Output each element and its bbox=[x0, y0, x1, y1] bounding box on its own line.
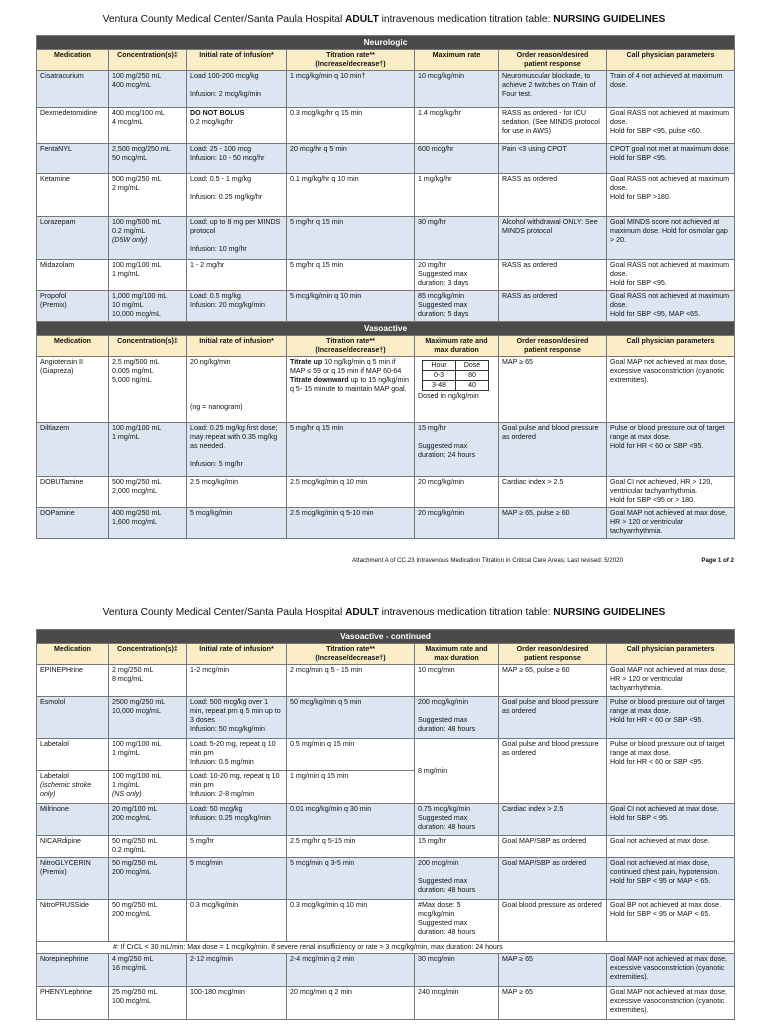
cell-max-rate: 85 mcg/kg/min Suggested max duration: 5 days bbox=[415, 291, 499, 322]
cell-concentration: 100 mg/100 mL 1 mg/mL bbox=[109, 423, 187, 477]
table-row bbox=[37, 144, 735, 174]
cell-order-reason: Neuromuscular blockade, to achieve 2 twitches on Train of Four test. bbox=[499, 71, 607, 108]
titrate-down-label: Titrate downward bbox=[290, 376, 349, 384]
col-max-rate-duration: Maximum rate and max duration bbox=[415, 644, 499, 665]
table-row bbox=[37, 71, 735, 108]
col-concentration: Concentration(s)‡ bbox=[109, 336, 187, 357]
cell-order-reason: Alcohol withdrawal ONLY: See MINDS protocol bbox=[499, 217, 607, 260]
cell-titration-rate: 2-4 mcg/min q 2 min bbox=[287, 954, 415, 987]
cell-call-physician: Goal MAP not achieved at max dose, HR > 120 or ventricular tachyarrhythmia. bbox=[607, 508, 735, 539]
cell-medication: NitroGLYCERIN (Premix) bbox=[37, 858, 109, 900]
cell-initial-rate: Load: 0.25 mg/kg first dose; may repeat with 0.35 mg/kg as needed. Infusion: 5 mg/hr bbox=[187, 423, 287, 477]
cell-max-rate: 30 mcg/min bbox=[415, 954, 499, 987]
cell-medication: Milrinone bbox=[37, 804, 109, 836]
col-medication: Medication bbox=[37, 644, 109, 665]
cell-concentration: 50 mg/250 mL 200 mcg/mL bbox=[109, 858, 187, 900]
document-title: Ventura County Medical Center/Santa Paula Hospital ADULT intravenous medication titration table: NURSING GUIDELINES bbox=[102, 607, 666, 618]
titration-table-page-1 bbox=[36, 35, 735, 539]
cell-medication: EPINEPHrine bbox=[37, 665, 109, 697]
cell-call-physician: Goal MAP not achieved at max dose, excessive vasoconstriction (cyanotic extremities). bbox=[607, 357, 735, 423]
cell-medication bbox=[37, 771, 109, 804]
cell-titration-rate: 5 mg/hr q 15 min bbox=[287, 423, 415, 477]
col-max-rate-duration: Maximum rate and max duration bbox=[415, 336, 499, 357]
cell-medication: Lorazepam bbox=[37, 217, 109, 260]
dose-hour: 3-48 bbox=[423, 381, 456, 391]
table-row bbox=[37, 804, 735, 836]
dose-header-dose: Dose bbox=[456, 361, 489, 371]
cell-order-reason: Goal blood pressure as ordered bbox=[499, 900, 607, 942]
cell-concentration: 25 mg/250 mL 100 mcg/mL bbox=[109, 987, 187, 1020]
cell-max-rate: 1.4 mcg/kg/hr bbox=[415, 108, 499, 144]
dose-unit-note: Dosed in ng/kg/min bbox=[418, 392, 479, 400]
table-row bbox=[37, 108, 735, 144]
cell-max-rate: 20 mg/hr Suggested max duration: 3 days bbox=[415, 260, 499, 291]
cell-order-reason: MAP ≥ 65 bbox=[499, 357, 607, 423]
hour-dose-table bbox=[422, 360, 489, 391]
cell-titration-rate: 0.5 mg/min q 15 min bbox=[287, 739, 415, 771]
diluent-note: (NS only) bbox=[112, 790, 142, 798]
table-row bbox=[37, 217, 735, 260]
cell-concentration: 400 mg/250 mL 1,600 mcg/mL bbox=[109, 508, 187, 539]
table-row bbox=[37, 291, 735, 322]
cell-medication: Ketamine bbox=[37, 174, 109, 217]
indication-note: (ischemic stroke only) bbox=[40, 781, 92, 798]
cell-max-rate: 20 mcg/kg/min bbox=[415, 508, 499, 539]
cell-titration-rate: 5 mg/hr q 15 min bbox=[287, 260, 415, 291]
footer-attachment: Attachment A of CC.23 Intravenous Medication Titration in Critical Care Areas; Last revised: 5/2020 bbox=[352, 557, 624, 564]
cell-order-reason: MAP ≥ 65, pulse ≥ 60 bbox=[499, 508, 607, 539]
cell-initial-rate: Load: 0.5 mg/kg Infusion: 20 mcg/kg/min bbox=[187, 291, 287, 322]
table-row bbox=[37, 836, 735, 858]
cell-concentration: 100 mg/250 mL 400 mcg/mL bbox=[109, 71, 187, 108]
table-row bbox=[37, 477, 735, 508]
cell-call-physician: Goal RASS not achieved at maximum dose. Hold for SBP <95. bbox=[607, 260, 735, 291]
cell-medication: Midazolam bbox=[37, 260, 109, 291]
col-initial-rate: Initial rate of infusion* bbox=[187, 644, 287, 665]
col-initial-rate: Initial rate of infusion* bbox=[187, 336, 287, 357]
cell-max-rate: #Max dose: 5 mcg/kg/min Suggested max duration: 48 hours bbox=[415, 900, 499, 942]
col-titration-rate: Titration rate** (Increase/decrease†) bbox=[287, 644, 415, 665]
column-header-row bbox=[37, 50, 735, 71]
cell-titration-rate: 2 mcg/min q 5 - 15 min bbox=[287, 665, 415, 697]
cell-concentration: 50 mg/250 mL 200 mcg/mL bbox=[109, 900, 187, 942]
col-order-reason: Order reason/desired patient response bbox=[499, 644, 607, 665]
cell-call-physician: Goal MAP not achieved at max dose, excessive vasoconstriction (cyanotic extremities). bbox=[607, 954, 735, 987]
cell-initial-rate: Load: 5-20 mg, repeat q 10 min prn Infusion: 0.5 mg/min bbox=[187, 739, 287, 771]
cell-medication: FentaNYL bbox=[37, 144, 109, 174]
col-call-physician: Call physician parameters bbox=[607, 336, 735, 357]
table-row bbox=[37, 858, 735, 900]
cell-concentration: 400 mcg/100 mL 4 mcg/mL bbox=[109, 108, 187, 144]
cell-initial-rate: 5 mcg/min bbox=[187, 858, 287, 900]
cell-medication: NICARdipine bbox=[37, 836, 109, 858]
cell-concentration: 2.5 mg/500 mL 0.005 mg/mL 5,000 ng/mL bbox=[109, 357, 187, 423]
cell-call-physician: Pulse or blood pressure out of target range at max dose. Hold for HR < 60 or SBP <95. bbox=[607, 423, 735, 477]
cell-initial-rate bbox=[187, 357, 287, 423]
cell-concentration: 50 mg/250 mL 0.2 mg/mL bbox=[109, 836, 187, 858]
col-titration-rate: Titration rate** (Increase/decrease†) bbox=[287, 50, 415, 71]
cell-order-reason: Cardiac index > 2.5 bbox=[499, 477, 607, 508]
page-number: Page 1 of 2 bbox=[701, 557, 734, 564]
cell-max-rate bbox=[415, 357, 499, 423]
cell-max-rate: 10 mcg/min bbox=[415, 665, 499, 697]
titrate-up-text: 10 ng/kg/min q 5 min if MAP ≤ 59 or q 15 min if MAP 60-64 bbox=[290, 358, 402, 375]
cell-max-rate: 240 mcg/min bbox=[415, 987, 499, 1020]
cell-concentration bbox=[109, 771, 187, 804]
cell-medication: Diltiazem bbox=[37, 423, 109, 477]
cell-titration-rate: 1 mcg/kg/min q 10 min† bbox=[287, 71, 415, 108]
cell-order-reason: Goal pulse and blood pressure as ordered bbox=[499, 423, 607, 477]
col-call-physician: Call physician parameters bbox=[607, 50, 735, 71]
cell-medication: Labetalol bbox=[37, 739, 109, 771]
column-header-row bbox=[37, 644, 735, 665]
dose-hour: 0-3 bbox=[423, 371, 456, 381]
cell-max-rate: 200 mcg/kg/min Suggested max duration: 48 hours bbox=[415, 697, 499, 739]
cell-initial-rate: Load: 10-20 mg, repeat q 10 min prn Infusion: 2-8 mg/min bbox=[187, 771, 287, 804]
cell-initial-rate: 0.3 mcg/kg/min bbox=[187, 900, 287, 942]
cell-order-reason: Cardiac index > 2.5 bbox=[499, 804, 607, 836]
cell-call-physician: Pulse or blood pressure out of target range at max dose. Hold for HR < 60 or SBP <95. bbox=[607, 739, 735, 804]
cell-initial-rate: Load 100-200 mcg/kg Infusion: 2 mcg/kg/min bbox=[187, 71, 287, 108]
cell-medication: Norepinephrine bbox=[37, 954, 109, 987]
col-concentration: Concentration(s)‡ bbox=[109, 50, 187, 71]
section-header-neurologic: Neurologic bbox=[37, 36, 735, 50]
cell-concentration: 500 mg/250 mL 2,000 mcg/mL bbox=[109, 477, 187, 508]
cell-initial-rate bbox=[187, 108, 287, 144]
table-row bbox=[37, 987, 735, 1020]
cell-medication: PHENYLephrine bbox=[37, 987, 109, 1020]
document-title: Ventura County Medical Center/Santa Paula Hospital ADULT intravenous medication titration table: NURSING GUIDELINES bbox=[102, 14, 666, 25]
table-row bbox=[37, 357, 735, 423]
table-row bbox=[37, 665, 735, 697]
cell-max-rate: 15 mg/hr Suggested max duration: 24 hours bbox=[415, 423, 499, 477]
cell-concentration bbox=[109, 217, 187, 260]
cell-call-physician: Goal CI not achieved at max dose. Hold for SBP < 95. bbox=[607, 804, 735, 836]
cell-medication: Esmolol bbox=[37, 697, 109, 739]
col-medication: Medication bbox=[37, 50, 109, 71]
cell-max-rate: 200 mcg/min Suggested max duration: 48 hours bbox=[415, 858, 499, 900]
cell-call-physician: Train of 4 not achieved at maximum dose. bbox=[607, 71, 735, 108]
cell-max-rate: 600 mcg/hr bbox=[415, 144, 499, 174]
cell-call-physician: Goal RASS not achieved at maximum dose. Hold for SBP <95, MAP <65. bbox=[607, 291, 735, 322]
cell-concentration: 100 mg/100 mL 1 mg/mL bbox=[109, 739, 187, 771]
cell-titration-rate: 50 mcg/kg/min q 5 min bbox=[287, 697, 415, 739]
cell-order-reason: Goal MAP/SBP as ordered bbox=[499, 836, 607, 858]
medication-name: Labetalol bbox=[40, 772, 69, 780]
cell-order-reason: RASS as ordered bbox=[499, 260, 607, 291]
cell-initial-rate: 1 - 2 mg/hr bbox=[187, 260, 287, 291]
cell-medication: DOBUTamine bbox=[37, 477, 109, 508]
col-medication: Medication bbox=[37, 336, 109, 357]
cell-initial-rate: 100-180 mcg/min bbox=[187, 987, 287, 1020]
cell-call-physician: Goal MINDS score not achieved at maximum dose. Hold for osmolar gap > 20. bbox=[607, 217, 735, 260]
nitroprusside-footnote: #: If CrCL < 30 mL/min: Max dose = 1 mcg/kg/min. If severe renal insufficiency or rate > 3 mcg/kg/min, max duration: 24 hours bbox=[37, 942, 735, 954]
cell-order-reason: MAP ≥ 65 bbox=[499, 954, 607, 987]
cell-call-physician: Pulse or blood pressure out of target range at max dose. Hold for HR < 60 or SBP <95. bbox=[607, 697, 735, 739]
cell-order-reason: MAP ≥ 65, pulse ≥ 60 bbox=[499, 665, 607, 697]
cell-order-reason: Goal pulse and blood pressure as ordered bbox=[499, 739, 607, 804]
cell-call-physician: Goal MAP not achieved at max dose, excessive vasoconstriction (cyanotic extremities). bbox=[607, 987, 735, 1020]
cell-order-reason: MAP ≥ 65 bbox=[499, 987, 607, 1020]
cell-concentration: 20 mg/100 mL 200 mcg/mL bbox=[109, 804, 187, 836]
cell-order-reason: Pain <3 using CPOT bbox=[499, 144, 607, 174]
cell-concentration: 1,000 mg/100 mL 10 mg/mL 10,000 mcg/mL bbox=[109, 291, 187, 322]
cell-initial-rate: 2-12 mcg/min bbox=[187, 954, 287, 987]
cell-call-physician: CPOT goal not met at maximum dose. Hold for SBP <95. bbox=[607, 144, 735, 174]
cell-titration-rate: 0.3 mcg/kg/min q 10 min bbox=[287, 900, 415, 942]
cell-max-rate: 0.75 mcg/kg/min Suggested max duration: 48 hours bbox=[415, 804, 499, 836]
cell-call-physician: Goal CI not achieved, HR > 120, ventricular tachyarrhythmia. Hold for SBP <95 or > 180. bbox=[607, 477, 735, 508]
cell-initial-rate: Load: 0.5 - 1 mg/kg Infusion: 0.25 mg/kg/hr bbox=[187, 174, 287, 217]
cell-initial-rate: 5 mcg/kg/min bbox=[187, 508, 287, 539]
col-order-reason: Order reason/desired patient response bbox=[499, 336, 607, 357]
cell-medication: Propofol (Premix) bbox=[37, 291, 109, 322]
cell-initial-rate: 5 mg/hr bbox=[187, 836, 287, 858]
cell-titration-rate: 5 mg/hr q 15 min bbox=[287, 217, 415, 260]
cell-medication: Angiotensin II (Giapreza) bbox=[37, 357, 109, 423]
cell-medication: DOPamine bbox=[37, 508, 109, 539]
cell-concentration: 2 mg/250 mL 8 mcg/mL bbox=[109, 665, 187, 697]
concentration-text: 100 mg/100 mL 1 mg/mL bbox=[112, 772, 162, 789]
cell-max-rate: 30 mg/hr bbox=[415, 217, 499, 260]
col-titration-rate: Titration rate** (Increase/decrease†) bbox=[287, 336, 415, 357]
cell-max-rate: 8 mg/min bbox=[415, 739, 499, 804]
cell-titration-rate: 0.3 mcg/kg/hr q 15 min bbox=[287, 108, 415, 144]
col-initial-rate: Initial rate of infusion* bbox=[187, 50, 287, 71]
titrate-up-label: Titrate up bbox=[290, 358, 323, 366]
cell-titration-rate: 5 mcg/min q 3-5 min bbox=[287, 858, 415, 900]
concentration-text: 100 mg/500 mL 0.2 mg/mL bbox=[112, 218, 162, 235]
table-row bbox=[37, 423, 735, 477]
section-header-vasoactive-continued: Vasoactive - continued bbox=[37, 630, 735, 644]
do-not-bolus-warning: DO NOT BOLUS bbox=[190, 109, 245, 117]
cell-medication: Dexmedetomidine bbox=[37, 108, 109, 144]
cell-initial-rate: 2.5 mcg/kg/min bbox=[187, 477, 287, 508]
cell-order-reason: RASS as ordered bbox=[499, 291, 607, 322]
dose-header-hour: Hour bbox=[423, 361, 456, 371]
cell-titration-rate: 5 mcg/kg/min q 10 min bbox=[287, 291, 415, 322]
cell-call-physician: Goal not achieved at max dose. bbox=[607, 836, 735, 858]
cell-concentration: 100 mg/100 mL 1 mg/mL bbox=[109, 260, 187, 291]
cell-order-reason: Goal pulse and blood pressure as ordered bbox=[499, 697, 607, 739]
table-row bbox=[37, 260, 735, 291]
table-row bbox=[37, 900, 735, 942]
col-maximum-rate: Maximum rate bbox=[415, 50, 499, 71]
initial-rate-text: 20 ng/kg/min bbox=[190, 358, 231, 366]
table-row bbox=[37, 697, 735, 739]
cell-max-rate: 15 mg/hr bbox=[415, 836, 499, 858]
cell-medication: Cisatracurium bbox=[37, 71, 109, 108]
cell-max-rate: 1 mg/kg/hr bbox=[415, 174, 499, 217]
col-concentration: Concentration(s)‡ bbox=[109, 644, 187, 665]
cell-initial-rate: 1-2 mcg/min bbox=[187, 665, 287, 697]
col-call-physician: Call physician parameters bbox=[607, 644, 735, 665]
cell-medication: NitroPRUSSide bbox=[37, 900, 109, 942]
cell-concentration: 4 mg/250 mL 16 mcg/mL bbox=[109, 954, 187, 987]
column-header-row bbox=[37, 336, 735, 357]
cell-titration-rate: 20 mcg/hr q 5 min bbox=[287, 144, 415, 174]
cell-call-physician: Goal MAP not achieved at max dose, HR > 120 or ventricular tachyarrhythmia. bbox=[607, 665, 735, 697]
table-row bbox=[37, 954, 735, 987]
section-header-vasoactive: Vasoactive bbox=[37, 322, 735, 336]
cell-concentration: 500 mg/250 mL 2 mg/mL bbox=[109, 174, 187, 217]
dose-value: 80 bbox=[456, 371, 489, 381]
cell-concentration: 2,500 mcg/250 mL 50 mcg/mL bbox=[109, 144, 187, 174]
cell-concentration: 2500 mg/250 mL 10,000 mcg/mL bbox=[109, 697, 187, 739]
cell-call-physician: Goal RASS not achieved at maximum dose. Hold for SBP <95, pulse <60. bbox=[607, 108, 735, 144]
cell-titration-rate: 2.5 mcg/kg/min q 5-10 min bbox=[287, 508, 415, 539]
cell-titration-rate bbox=[287, 357, 415, 423]
cell-max-rate: 10 mcg/kg/min bbox=[415, 71, 499, 108]
cell-titration-rate: 0.1 mg/kg/hr q 10 min bbox=[287, 174, 415, 217]
cell-initial-rate: Load: up to 8 mg per MINDS protocol Infusion: 10 mg/hr bbox=[187, 217, 287, 260]
initial-rate-text: 0.2 mcg/kg/hr bbox=[190, 118, 233, 126]
cell-titration-rate: 2.5 mg/hr q 5-15 min bbox=[287, 836, 415, 858]
nanogram-note: (ng = nanogram) bbox=[190, 403, 243, 411]
diluent-note: (D5W only) bbox=[112, 236, 148, 244]
table-row bbox=[37, 508, 735, 539]
cell-call-physician: Goal not achieved at max dose, continued chest pain, hypotension. Hold for SBP < 95 or MAP < 65. bbox=[607, 858, 735, 900]
cell-titration-rate: 0.01 mcg/kg/min q 30 min bbox=[287, 804, 415, 836]
cell-max-rate: 20 mcg/kg/min bbox=[415, 477, 499, 508]
col-order-reason: Order reason/desired patient response bbox=[499, 50, 607, 71]
cell-initial-rate: Load: 50 mcg/kg Infusion: 0.25 mcg/kg/min bbox=[187, 804, 287, 836]
table-row bbox=[37, 174, 735, 217]
dose-value: 40 bbox=[456, 381, 489, 391]
cell-titration-rate: 20 mcg/min q 2 min bbox=[287, 987, 415, 1020]
cell-call-physician: Goal BP not achieved at max dose. Hold for SBP < 95 or MAP < 65. bbox=[607, 900, 735, 942]
titrate-down-text: up to 15 ng/kg/min q 5- 15 minute to maintain MAP goal. bbox=[290, 376, 409, 393]
cell-order-reason: RASS as ordered - for ICU sedation. (See MINDS protocol for use in AWS) bbox=[499, 108, 607, 144]
cell-order-reason: Goal MAP/SBP as ordered bbox=[499, 858, 607, 900]
cell-call-physician: Goal RASS not achieved at maximum dose. Hold for SBP >180. bbox=[607, 174, 735, 217]
cell-titration-rate: 1 mg/min q 15 min bbox=[287, 771, 415, 804]
cell-order-reason: RASS as ordered bbox=[499, 174, 607, 217]
cell-initial-rate: Load: 25 - 100 mcg Infusion: 10 - 50 mcg/hr bbox=[187, 144, 287, 174]
cell-titration-rate: 2.5 mcg/kg/min q 10 min bbox=[287, 477, 415, 508]
titration-table-page-2 bbox=[36, 629, 735, 1020]
table-row bbox=[37, 739, 735, 771]
cell-initial-rate: Load: 500 mcg/kg over 1 min, repeat prn q 5 min up to 3 doses Infusion: 50 mcg/kg/min bbox=[187, 697, 287, 739]
